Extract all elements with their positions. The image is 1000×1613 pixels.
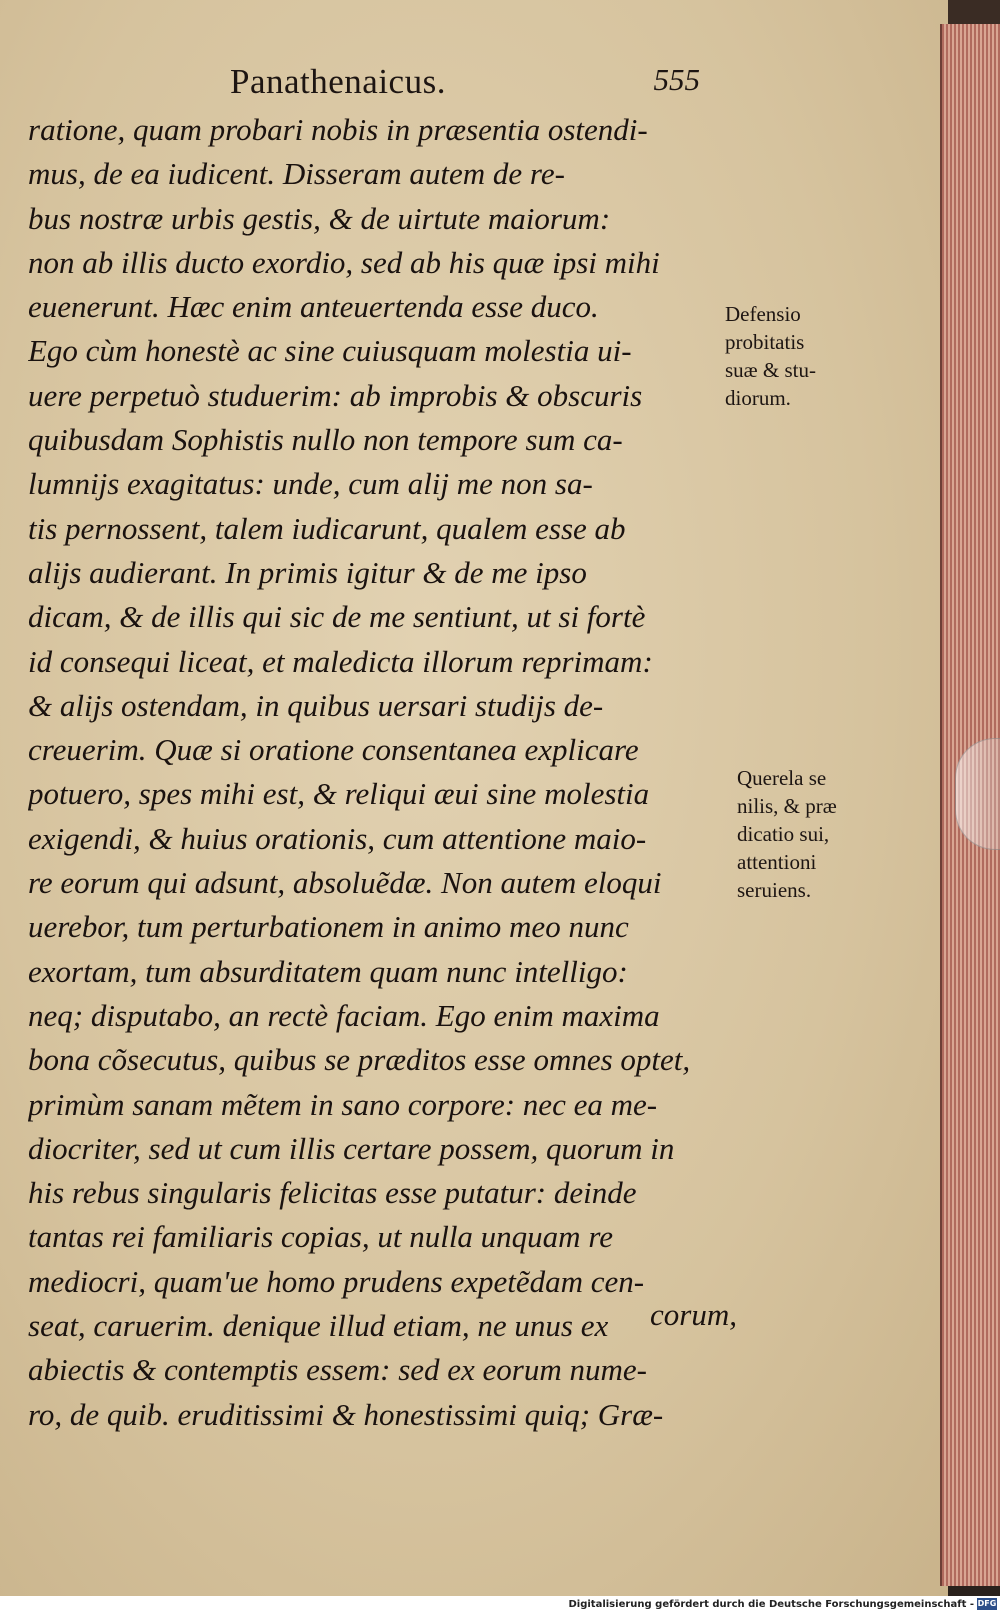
background-top-corner [940,0,1000,24]
text-line: diocriter, sed ut cum illis certare possem, quorum in [28,1130,675,1166]
margin-note-line: dicatio sui, [737,822,830,846]
page-number: 555 [653,62,700,97]
text-line: ratione, quam probari nobis in præsentia ostendi- [28,112,648,147]
text-line: uere perpetuò studuerim: ab improbis & obscuris [28,377,643,413]
margin-note-line: diorum. [725,386,791,410]
margin-note-line: seruiens. [737,878,812,902]
margin-note-querela [737,764,837,904]
text-line: exigendi, & huius orationis, cum attentione maio- [28,820,647,856]
page-header [230,62,700,110]
text-line: lumnijs exagitatus: unde, cum alij me non sa- [28,466,593,502]
body-text [28,108,728,1437]
text-line: abiectis & contemptis essem: sed ex eorum nume- [28,1352,647,1388]
text-line: primùm sanam mẽtem in sano corpore: nec ea me- [28,1086,658,1122]
text-line: mus, de ea iudicent. Disseram autem de re- [28,156,565,192]
catchword: corum, [650,1297,737,1332]
margin-note-line: nilis, & præ [737,794,837,818]
text-line: tantas rei familiaris copias, ut nulla unquam re [28,1219,613,1255]
margin-note-line: probitatis [725,330,805,354]
margin-note-line: suæ & stu- [725,358,817,382]
text-line: euenerunt. Hæc enim anteuertenda esse duco. [28,289,599,325]
text-line: dicam, & de illis qui sic de me sentiunt, ut si fortè [28,599,646,635]
dfg-logo-icon: DFG [977,1599,997,1608]
text-line: creuerim. Quæ si oratione consentanea explicare [28,732,639,768]
text-line: exortam, tum absurditatem quam nunc intelligo: [28,953,628,989]
text-line: uerebor, tum perturbationem in animo meo nunc [28,909,629,945]
text-line: non ab illis ducto exordio, sed ab his quæ ipsi mihi [28,244,660,280]
margin-note-line: Querela se [737,766,827,790]
text-line: potuero, spes mihi est, & reliqui æui sine molestia [28,776,650,812]
margin-note-defensio [725,300,816,412]
page-clip [955,738,1000,850]
text-line: seat, caruerim. denique illud etiam, ne unus ex [28,1308,609,1344]
text-line: tis pernossent, talem iudicarunt, qualem esse ab [28,510,626,546]
text-line: re eorum qui adsunt, absoluẽdæ. Non autem eloqui [28,865,662,901]
margin-note-line: Defensio [725,302,801,326]
text-line: alijs audierant. In primis igitur & de me ipso [28,554,587,590]
text-line: ro, de quib. eruditissimi & honestissimi quiq; Græ- [28,1396,664,1432]
text-line: neq; disputabo, an rectè faciam. Ego enim maxima [28,997,660,1033]
text-line: his rebus singularis felicitas esse putatur: deinde [28,1175,637,1211]
text-line: bona cõsecutus, quibus se præditos esse omnes optet, [28,1042,691,1078]
text-line: bus nostræ urbis gestis, & de uirtute maiorum: [28,200,611,236]
footer-credit: Digitalisierung gefördert durch die Deutsche Forschungsgemeinschaft - [568,1599,974,1610]
text-line: quibusdam Sophistis nullo non tempore sum ca- [28,422,623,458]
text-line: id consequi liceat, et maledicta illorum reprimam: [28,643,653,679]
text-line: mediocri, quam'ue homo prudens expetẽdam cen- [28,1263,645,1299]
running-title: Panathenaicus. [230,62,446,101]
text-line: & alijs ostendam, in quibus uersari studijs de- [28,687,604,723]
margin-note-line: attentioni [737,850,817,874]
text-line: Ego cùm honestè ac sine cuiusquam molestia ui- [28,333,632,369]
